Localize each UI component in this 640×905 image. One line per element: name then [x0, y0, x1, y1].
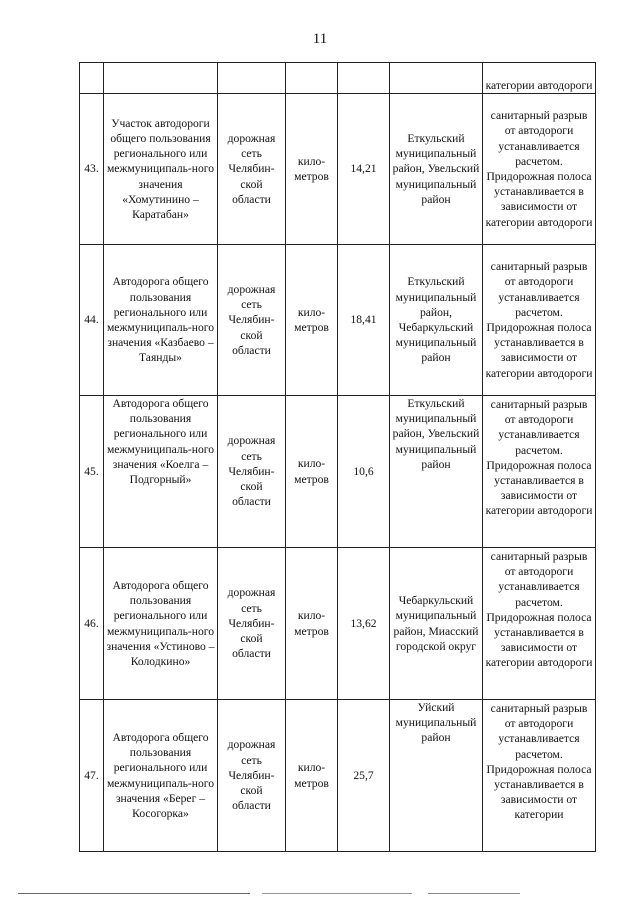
roads-table [79, 62, 596, 852]
cell-name: Автодорога общего пользования регионального или межмуниципаль-ного значения «Казбаево – Таянды» [104, 245, 218, 396]
cell-value: 14,21 [338, 94, 390, 245]
cell-value: 25,7 [338, 700, 390, 852]
cell-type: дорожная сеть Челябин-ской области [218, 548, 286, 700]
cell-type: дорожная сеть Челябин-ской области [218, 700, 286, 852]
cell-type: дорожная сеть Челябин-ской области [218, 245, 286, 396]
cell-name [104, 63, 218, 94]
cell-districts: Еткульский муниципальный район, Увельский муниципальный район [390, 396, 483, 548]
cell-name: Автодорога общего пользования регионального или межмуниципаль-ного значения «Берег – Косогорка» [104, 700, 218, 852]
cell-name: Автодорога общего пользования регионального или межмуниципаль-ного значения «Коелга – Подгорный» [104, 396, 218, 548]
table-row [80, 94, 596, 245]
table-row [80, 245, 596, 396]
cell-requirement: санитарный разрыв от автодороги устанавливается расчетом. Придорожная полоса устанавливается в зависимости от категории автодороги [483, 548, 596, 700]
cell-requirement: санитарный разрыв от автодороги устанавливается расчетом. Придорожная полоса устанавливается в зависимости от категории автодороги [483, 245, 596, 396]
cell-unit [286, 63, 338, 94]
cell-name: Автодорога общего пользования регионального или межмуниципаль-ного значения «Устиново – Колодкино» [104, 548, 218, 700]
cell-districts [390, 63, 483, 94]
cell-unit: кило-метров [286, 548, 338, 700]
cell-unit: кило-метров [286, 700, 338, 852]
scan-artifact-line [428, 893, 520, 894]
cell-value: 13,62 [338, 548, 390, 700]
cell-requirement: категории автодороги [483, 63, 596, 94]
cell-unit: кило-метров [286, 245, 338, 396]
cell-districts: Уйский муниципальный район [390, 700, 483, 852]
cell-type: дорожная сеть Челябин-ской области [218, 396, 286, 548]
table-row-continuation [80, 63, 596, 94]
table-row [80, 700, 596, 852]
table-row [80, 396, 596, 548]
cell-districts: Еткульский муниципальный район, Увельский муниципальный район [390, 94, 483, 245]
cell-value [338, 63, 390, 94]
cell-name: Участок автодороги общего пользования регионального или межмуниципаль-ного значения «Хомутинино – Каратабан» [104, 94, 218, 245]
cell-unit: кило-метров [286, 396, 338, 548]
cell-districts: Еткульский муниципальный район, Чебаркульский муниципальный район [390, 245, 483, 396]
cell-num: 45. [80, 396, 104, 548]
cell-requirement: санитарный разрыв от автодороги устанавливается расчетом. Придорожная полоса устанавливается в зависимости от категории автодороги [483, 396, 596, 548]
cell-requirement: санитарный разрыв от автодороги устанавливается расчетом. Придорожная полоса устанавливается в зависимости от категории автодороги [483, 94, 596, 245]
cell-num: 46. [80, 548, 104, 700]
cell-type [218, 63, 286, 94]
cell-num: 43. [80, 94, 104, 245]
scan-artifact-line [18, 893, 250, 894]
table-row [80, 548, 596, 700]
cell-districts: Чебаркульский муниципальный район, Миасский городской округ [390, 548, 483, 700]
scan-artifact-line [262, 893, 412, 894]
cell-value: 10,6 [338, 396, 390, 548]
cell-num: 44. [80, 245, 104, 396]
page-number: 11 [312, 31, 328, 47]
cell-requirement: санитарный разрыв от автодороги устанавливается расчетом. Придорожная полоса устанавливается в зависимости от категории [483, 700, 596, 852]
cell-type: дорожная сеть Челябин-ской области [218, 94, 286, 245]
cell-value: 18,41 [338, 245, 390, 396]
cell-num [80, 63, 104, 94]
cell-num: 47. [80, 700, 104, 852]
cell-unit: кило-метров [286, 94, 338, 245]
